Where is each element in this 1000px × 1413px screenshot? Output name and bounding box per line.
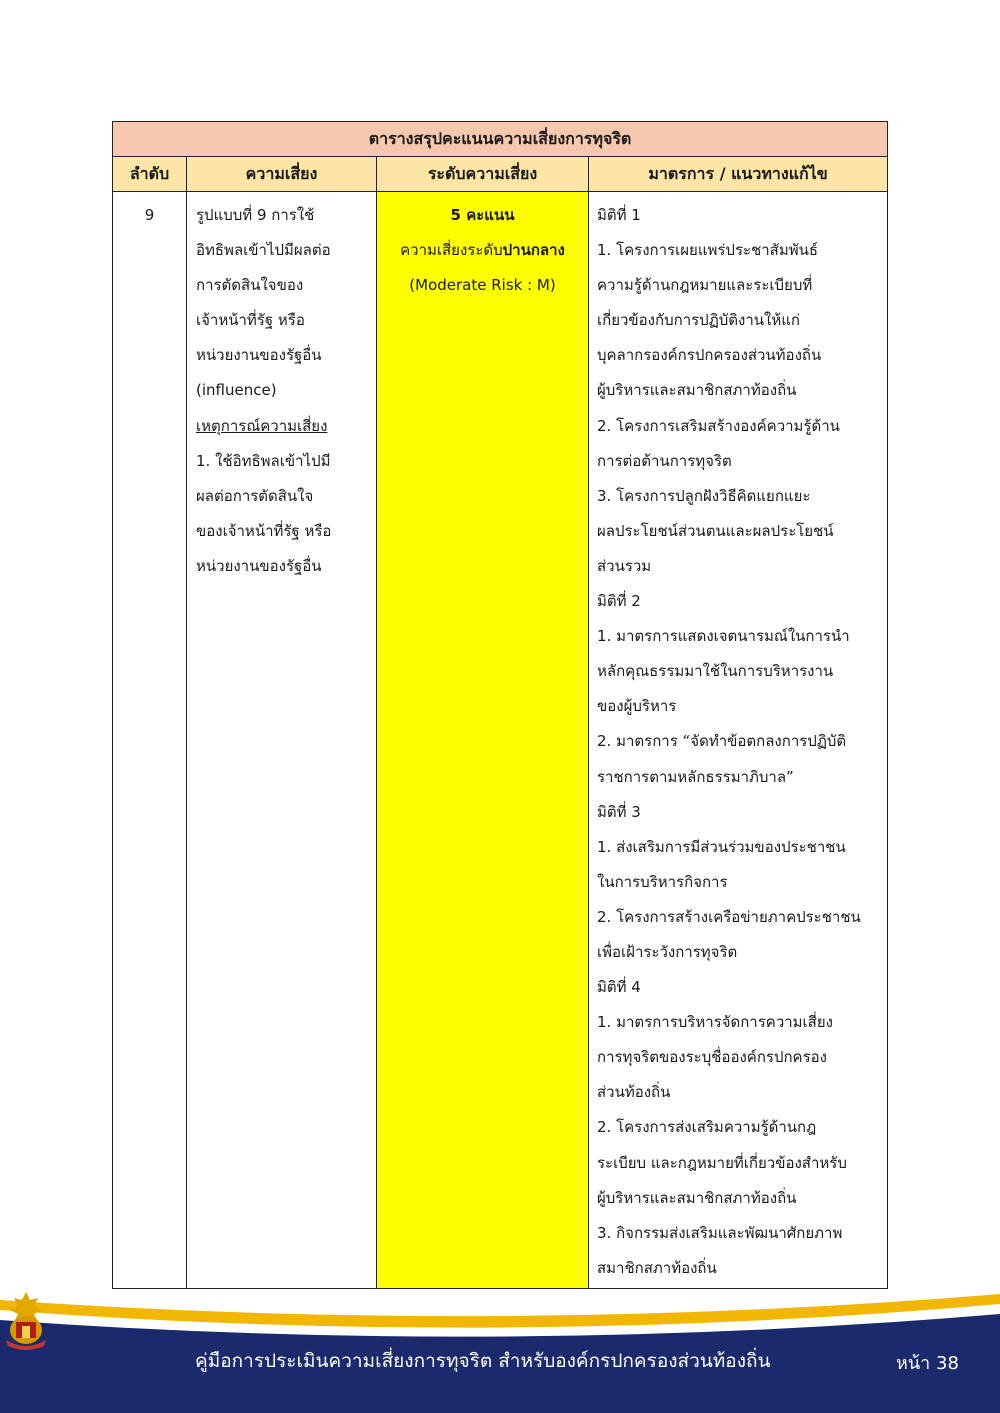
measure-line: ส่วนรวม [597,556,652,575]
measure-line: สมาชิกสภาท้องถิ่น [597,1258,717,1277]
risk-level-text [377,233,588,268]
risk-level-prefix: ความเสี่ยงระดับ [400,241,503,260]
measure-line: 1. โครงการเผยแพร่ประชาสัมพันธ์ [597,241,819,260]
risk-line: เจ้าหน้าที่รัฐ หรือ [196,311,305,330]
risk-line: อิทธิพลเข้าไปมีผลต่อ [196,241,331,260]
risk-cell [187,192,377,1289]
measure-line: ในการบริหารกิจการ [597,872,728,891]
risk-summary-table [112,121,888,1289]
page-number: หน้า 38 [896,1353,959,1374]
measures-cell [589,192,888,1289]
header-no: ลำดับ [113,157,187,192]
event-line: ผลต่อการตัดสินใจ [196,486,314,505]
header-measures: มาตรการ / แนวทางแก้ไข [589,157,888,192]
event-line: 1. ใช้อิทธิพลเข้าไปมี [196,451,331,470]
risk-score: 5 คะแนน [450,206,515,224]
measure-line: การต่อต้านการทุจริต [597,451,732,470]
event-heading: เหตุการณ์ความเสี่ยง [196,416,328,435]
measure-line: ของผู้บริหาร [597,697,677,716]
measure-line: 2. มาตรการ “จัดทำข้อตกลงการปฏิบัติ [597,732,847,751]
header-level: ระดับความเสี่ยง [377,157,589,192]
measure-line: 2. โครงการสร้างเครือข่ายภาคประชาชน [597,907,861,926]
measure-line: ผู้บริหารและสมาชิกสภาท้องถิ่น [597,1188,797,1207]
measure-line: มิติที่ 2 [597,592,641,611]
measure-line: 1. ส่งเสริมการมีส่วนร่วมของประชาชน [597,837,846,856]
measure-list [597,198,887,1286]
measure-line: เพื่อเฝ้าระวังการทุจริต [597,942,738,961]
event-line: หน่วยงานของรัฐอื่น [196,556,322,575]
measure-line: 2. โครงการส่งเสริมความรู้ด้านกฎ [597,1118,817,1137]
emblem-icon [0,1290,52,1352]
measure-line: ความรู้ด้านกฎหมายและระเบียบที่ [597,276,813,295]
table-title: ตารางสรุปคะแนนความเสี่ยงการทุจริต [113,122,888,157]
measure-line: มิติที่ 4 [597,978,641,997]
measure-line: บุคลากรองค์กรปกครองส่วนท้องถิ่น [597,346,822,365]
event-line: ของเจ้าหน้าที่รัฐ หรือ [196,521,332,540]
risk-line: การตัดสินใจของ [196,276,304,295]
measure-line: ผลประโยชน์ส่วนตนและผลประโยชน์ [597,521,834,540]
measure-line: การทุจริตของระบุชื่อองค์กรปกครอง [597,1048,827,1067]
page-footer [0,1290,1000,1413]
table-row [113,192,888,1289]
header-risk: ความเสี่ยง [187,157,377,192]
risk-level-english: (Moderate Risk : M) [409,276,556,295]
measure-line: ส่วนท้องถิ่น [597,1083,671,1102]
risk-line: (influence) [196,381,277,400]
measure-line: 1. มาตรการบริหารจัดการความเสี่ยง [597,1013,833,1032]
footer-title: คู่มือการประเมินความเสี่ยงการทุจริต สำหรับองค์กรปกครองส่วนท้องถิ่น [195,1350,771,1372]
measure-line: 2. โครงการเสริมสร้างองค์ความรู้ด้าน [597,416,840,435]
measure-line: มิติที่ 3 [597,802,641,821]
row-number: 9 [144,206,155,224]
risk-level-cell [377,192,589,1289]
measure-line: เกี่ยวข้องกับการปฏิบัติงานให้แก่ [597,311,800,330]
measure-line: 3. กิจกรรมส่งเสริมและพัฒนาศักยภาพ [597,1223,843,1242]
measure-line: ระเบียบ และกฎหมายที่เกี่ยวข้องสำหรับ [597,1153,847,1172]
row-number-cell [113,192,187,1289]
risk-line: หน่วยงานของรัฐอื่น [196,346,322,365]
measure-line: ผู้บริหารและสมาชิกสภาท้องถิ่น [597,381,797,400]
measure-line: ราชการตามหลักธรรมาภิบาล” [597,767,794,786]
measure-line: 1. มาตรการแสดงเจตนารมณ์ในการนำ [597,627,850,646]
risk-line: รูปแบบที่ 9 การใช้ [196,206,315,224]
measure-line: 3. โครงการปลูกฝังวิธีคิดแยกแยะ [597,486,811,505]
measure-line: หลักคุณธรรมมาใช้ในการบริหารงาน [597,662,834,681]
measure-line: มิติที่ 1 [597,206,641,224]
risk-level-value: ปานกลาง [502,241,565,260]
